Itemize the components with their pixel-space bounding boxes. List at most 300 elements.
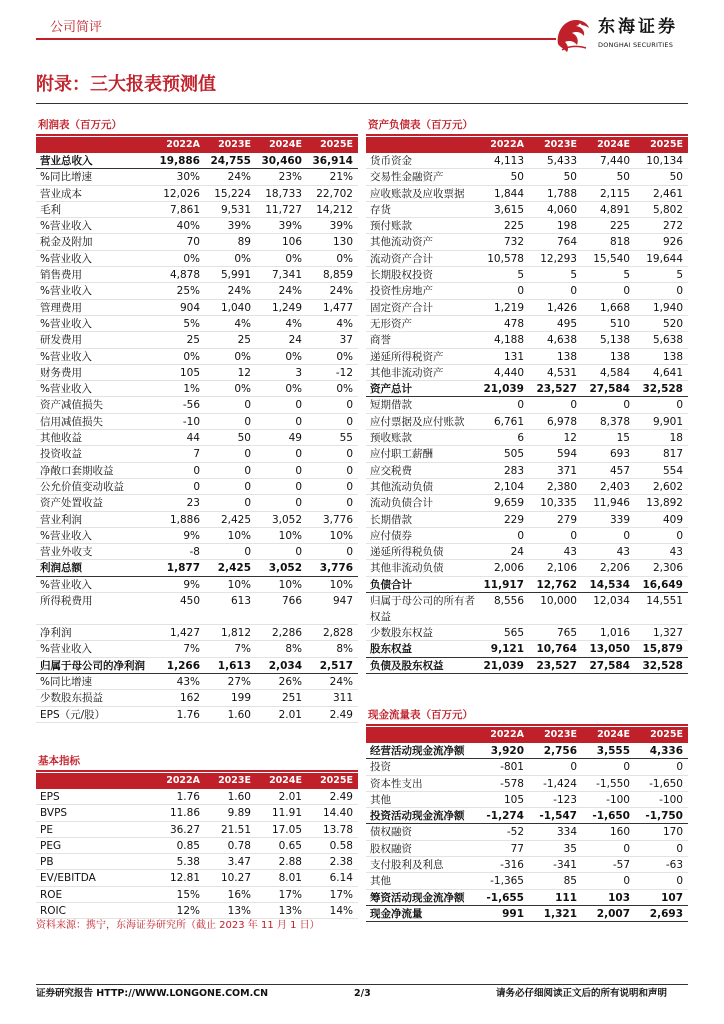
income-title: 利润表（百万元） [38,119,122,131]
table-cell: -10 [182,415,200,428]
table-cell: 10,000 [540,595,577,608]
row-label: 所得税费用 [40,595,93,608]
table-cell: 2,006 [493,562,524,575]
table-cell: 85 [563,875,577,888]
row-label: 固定资产合计 [370,301,433,314]
table-cell: 11,946 [593,497,630,510]
table-cell: 24 [510,546,524,559]
table-cell: 4% [234,317,251,330]
table-cell: 1,016 [599,627,630,640]
table-cell: 0% [234,383,251,396]
table-cell: 0 [346,415,353,428]
table-cell: 15,879 [642,643,683,656]
row-label: 研发费用 [40,334,82,347]
table-cell: 3,052 [268,562,302,575]
table-cell: 7,341 [271,269,302,282]
table-cell: 3 [295,366,302,379]
table-cell: 25% [176,285,200,298]
table-cell: 0 [623,285,630,298]
table-row [36,283,358,299]
table-cell: 7,440 [599,155,630,167]
table-cell: 311 [332,692,353,705]
table-cell: 3,555 [596,745,630,757]
table-cell: 2.49 [329,791,353,803]
row-label: 税金及附加 [40,236,93,249]
table-cell: -1,650 [649,777,683,790]
table-cell: 495 [556,317,577,330]
table-row [366,414,688,430]
table-cell: 2.88 [278,856,302,869]
table-row [36,870,358,886]
table-row [36,251,358,267]
table-cell: 11.91 [271,807,302,820]
table-cell: 7% [183,643,200,656]
row-label: 净利润 [40,627,72,640]
cashflow-title-rule [366,724,688,726]
table-cell: 138 [609,350,630,363]
table-cell: 0 [244,464,251,477]
table-cell: 198 [556,220,577,233]
table-row [36,300,358,316]
row-label: %同比增速 [40,675,92,688]
income-title-rule [36,134,358,136]
table-cell: 6.14 [329,872,353,885]
table-cell: 70 [186,236,200,249]
table-cell: 24% [329,285,353,298]
table-cell: 130 [332,236,353,249]
row-label: 股权融资 [370,842,412,855]
table-cell: 520 [662,317,683,330]
table-cell: 9,121 [490,643,524,656]
metrics-rows [36,789,358,919]
table-row [36,381,358,397]
table-row [366,218,688,234]
table-cell: 0% [234,252,251,265]
logo-text-en: DONGHAI SECURITIES [598,41,674,49]
table-cell: 2,517 [319,659,353,672]
table-cell: 0 [295,497,302,510]
column-header: 2022A [166,139,200,150]
table-cell: 0 [676,529,683,542]
table-cell: 5,138 [599,334,630,347]
table-cell: 2,286 [271,627,302,640]
header-blank [366,727,476,743]
table-cell: 11,727 [265,203,302,216]
logo-text-cn: 东海证券 [598,17,678,37]
table-cell: 1,613 [217,659,251,672]
table-cell: 2,104 [493,480,524,493]
table-row [366,776,688,792]
table-row [36,202,358,218]
table-cell: 9,659 [493,497,524,510]
table-cell: 0 [517,529,524,542]
balance-rows [366,153,688,674]
table-row [36,414,358,430]
row-label: 资产总计 [370,383,412,396]
row-label: 信用减值损失 [40,415,103,428]
table-cell: 0.78 [227,839,251,852]
table-row [366,349,688,365]
metrics-title-rule [36,770,358,772]
table-cell: 138 [556,350,577,363]
cashflow-statement [366,708,688,922]
table-cell: 10,578 [487,252,524,265]
table-row [36,625,358,641]
table-cell: 817 [662,448,683,461]
table-row [36,234,358,250]
table-cell: -56 [182,399,200,412]
table-cell: 43 [669,546,683,559]
cashflow-title: 现金流量表（百万元） [368,709,473,721]
table-row [36,805,358,821]
column-header: 2024E [597,729,630,740]
table-cell: 12 [237,366,251,379]
table-cell: 0 [193,464,200,477]
table-cell: 36,914 [312,155,353,167]
balance-title: 资产负债表（百万元） [368,119,473,131]
table-cell: 225 [609,220,630,233]
table-cell: 4% [285,317,302,330]
table-cell: 131 [503,350,524,363]
table-row [36,674,358,690]
table-cell: 11.86 [169,807,200,820]
table-cell: 2,306 [652,562,683,575]
table-cell: 3,920 [490,745,524,757]
table-row [36,397,358,413]
page-title: 附录：三大报表预测值 [36,74,216,95]
table-cell: 0 [346,464,353,477]
table-cell: 50 [563,171,577,184]
table-cell: 0 [623,399,630,412]
table-cell: 14.40 [322,807,353,820]
table-cell: 1% [183,383,200,396]
table-row [366,283,688,299]
table-cell: 5 [623,269,630,282]
table-cell: 1,877 [166,562,200,575]
row-label: %营业收入 [40,350,92,363]
table-cell: 15,224 [214,187,251,200]
table-cell: 0 [295,464,302,477]
table-cell: 2,425 [220,513,251,526]
table-cell: 9,531 [220,203,251,216]
table-cell: 0 [623,842,630,855]
table-cell: 50 [669,171,683,184]
table-cell: 3.47 [227,856,251,869]
table-cell: 103 [608,891,630,904]
table-cell: 4,113 [493,155,524,167]
table-cell: 13,892 [646,497,683,510]
table-cell: 162 [179,692,200,705]
row-label: ROE [40,888,63,901]
table-cell: -1,547 [539,810,577,823]
table-cell: 12% [176,905,200,918]
table-row [36,332,358,348]
table-cell: -316 [500,859,524,872]
table-cell: 18,733 [265,187,302,200]
table-row [366,759,688,775]
table-cell: 26% [278,675,302,688]
table-cell: 27% [227,675,251,688]
table-row [366,625,688,641]
header-blank [36,137,154,153]
table-row [366,397,688,413]
table-cell: -1,274 [486,810,524,823]
table-cell: 5,638 [652,334,683,347]
table-cell: 0 [193,480,200,493]
row-label: 应付票据及应付账款 [370,415,465,428]
table-cell: 24% [278,285,302,298]
table-row [366,267,688,283]
row-label: 营业利润 [40,513,82,526]
table-cell: -1,650 [592,810,630,823]
table-cell: 12.81 [169,872,200,885]
table-cell: 3,776 [319,562,353,575]
table-cell: 24 [288,334,302,347]
table-cell: 10,335 [540,497,577,510]
column-header: 2022A [490,729,524,740]
table-cell: 30,460 [261,155,302,167]
table-row [366,512,688,528]
table-cell: 0 [623,875,630,888]
row-label: 管理费用 [40,301,82,314]
table-cell: 1,266 [166,659,200,672]
table-cell: 50 [510,171,524,184]
table-cell: 0% [285,350,302,363]
table-cell: 21% [329,171,353,184]
table-row [366,808,688,824]
table-cell: 10% [329,578,353,591]
table-cell: 409 [662,513,683,526]
table-row [36,658,358,674]
row-label: EPS（元/股） [40,708,106,721]
table-cell: 199 [230,692,251,705]
table-cell: -123 [553,793,577,806]
table-cell: 1,426 [546,301,577,314]
table-row [366,169,688,185]
table-cell: 5 [676,269,683,282]
column-header: 2023E [218,775,251,786]
table-cell: 111 [555,891,577,904]
table-cell: 0 [244,546,251,559]
row-label: 长期股权投资 [370,269,433,282]
table-cell: 1,327 [652,627,683,640]
table-cell: 0 [244,448,251,461]
row-label: 资产减值损失 [40,399,103,412]
table-cell: 0 [570,285,577,298]
table-row [36,479,358,495]
table-cell: -63 [665,859,683,872]
table-cell: 10% [278,529,302,542]
table-cell: 2,756 [543,745,577,757]
table-cell: 10,764 [536,643,577,656]
table-cell: 22,702 [316,187,353,200]
table-cell: 0 [676,842,683,855]
table-cell: 10% [278,578,302,591]
row-label: 股东权益 [370,643,412,656]
cashflow-rows [366,743,688,922]
table-cell: 0 [244,480,251,493]
table-cell: 0 [346,546,353,559]
table-cell: 2,828 [322,627,353,640]
table-cell: 0 [570,529,577,542]
column-header: 2023E [218,139,251,150]
table-row [36,789,358,805]
table-cell: 39% [278,220,302,233]
table-cell: 1,788 [546,187,577,200]
table-row [366,234,688,250]
table-cell: 554 [662,464,683,477]
table-cell: 8,556 [493,595,524,608]
table-cell: 0 [346,448,353,461]
table-cell: 0.65 [278,839,302,852]
table-cell: 1,249 [271,301,302,314]
table-cell: 14,212 [316,203,353,216]
table-row [36,446,358,462]
row-label: 长期借款 [370,513,412,526]
column-header: 2025E [650,729,683,740]
table-cell: 6,761 [493,415,524,428]
table-cell: -1,655 [486,891,524,904]
row-label: 资本性支出 [370,777,423,790]
table-cell: 765 [556,627,577,640]
table-cell: 17% [329,888,353,901]
column-header: 2024E [269,139,302,150]
table-cell: 27,584 [589,383,630,396]
table-cell: 2.01 [278,791,302,803]
row-label: ROIC [40,905,66,918]
table-cell: 21,039 [483,383,524,396]
table-cell: 0 [244,497,251,510]
row-label: 营业外收支 [40,546,93,559]
table-row [366,824,688,840]
table-cell: 12 [563,432,577,445]
row-label: 归属于母公司的所有者权益 [370,595,475,624]
table-cell: 1,886 [169,513,200,526]
table-row [366,560,688,576]
table-cell: 15,540 [593,252,630,265]
table-cell: 4,336 [649,745,683,757]
row-label: PEG [40,839,62,852]
table-cell: 5% [183,317,200,330]
table-cell: 39% [329,220,353,233]
table-cell: 613 [230,595,251,608]
table-row [36,854,358,870]
row-label: %营业收入 [40,578,92,591]
table-row [36,690,358,706]
table-row [366,544,688,560]
table-cell: 12,293 [540,252,577,265]
table-cell: 9% [183,578,200,591]
table-cell: -12 [335,366,353,379]
table-cell: 16,649 [642,578,683,591]
table-cell: 27,584 [589,659,630,672]
table-row [366,906,688,922]
table-cell: 6,978 [546,415,577,428]
table-cell: 0% [336,383,353,396]
table-row [36,577,358,593]
row-label: 其他流动负债 [370,480,433,493]
table-row [36,512,358,528]
table-row [36,544,358,560]
table-cell: 0 [570,399,577,412]
table-cell: 2,034 [268,659,302,672]
table-cell: 23,527 [536,659,577,672]
table-row [36,365,358,381]
table-row [366,300,688,316]
table-cell: 32,528 [642,659,683,672]
row-label: EPS [40,791,60,803]
table-cell: 9% [183,529,200,542]
table-cell: 5,802 [652,203,683,216]
table-row [366,479,688,495]
row-label: 应收账款及应收票据 [370,187,465,200]
table-cell: 0 [676,875,683,888]
table-cell: 1,427 [169,627,200,640]
table-cell: 21,039 [483,659,524,672]
row-label: 交易性金融资产 [370,171,444,184]
table-cell: 2.38 [329,856,353,869]
table-cell: 5.38 [176,856,200,869]
table-cell: 4,878 [169,269,200,282]
table-cell: 2,602 [652,480,683,493]
table-cell: 1,668 [599,301,630,314]
row-label: PE [40,823,53,836]
table-cell: 8,859 [322,269,353,282]
table-row [366,577,688,593]
table-cell: 35 [563,842,577,855]
row-label: %营业收入 [40,252,92,265]
table-cell: 10.27 [220,872,251,885]
table-cell: 12,026 [163,187,200,200]
row-label: 少数股东损益 [40,692,103,705]
table-cell: 0 [623,761,630,774]
table-cell: 251 [281,692,302,705]
row-label: 净敞口套期收益 [40,464,114,477]
table-row [366,792,688,808]
row-label: 流动资产合计 [370,252,433,265]
table-cell: 764 [556,236,577,249]
table-cell: 5,991 [220,269,251,282]
row-label: 其他 [370,793,391,806]
table-cell: 0 [517,399,524,412]
row-label: 毛利 [40,203,61,216]
table-cell: 0 [346,497,353,510]
table-row [36,560,358,576]
row-label: 现金净流量 [370,907,423,920]
table-cell: 3,615 [493,203,524,216]
balance-header [366,137,688,153]
table-cell: 4,188 [493,334,524,347]
table-cell: 4,584 [599,366,630,379]
table-cell: 8% [285,643,302,656]
table-cell: 17% [278,888,302,901]
table-cell: 2,403 [599,480,630,493]
table-cell: 594 [556,448,577,461]
table-cell: 0 [570,761,577,774]
footer-website[interactable]: 证券研究报告 HTTP://WWW.LONGONE.COM.CN [36,988,269,999]
table-cell: 1.76 [176,791,200,803]
table-cell: 450 [179,595,200,608]
table-cell: 478 [503,317,524,330]
table-row [366,381,688,397]
table-cell: 0 [623,529,630,542]
table-cell: 283 [503,464,524,477]
table-cell: 13.78 [322,823,353,836]
table-cell: 105 [179,366,200,379]
row-label: %营业收入 [40,643,92,656]
table-cell: 15 [616,432,630,445]
table-row [36,822,358,838]
